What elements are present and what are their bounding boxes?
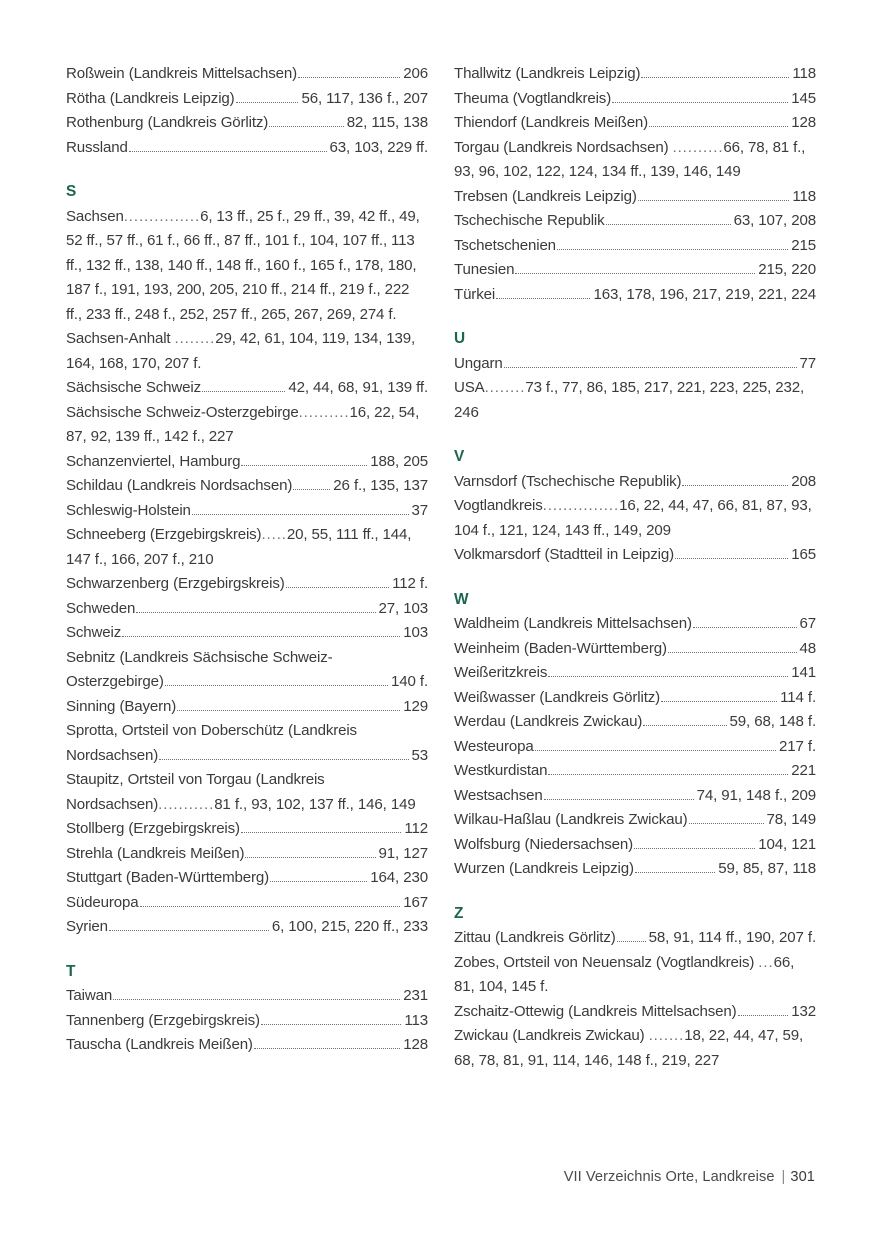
- index-entry-pages: 165: [791, 546, 816, 563]
- index-entry-pages: 167: [403, 893, 428, 911]
- dot-leader: [245, 857, 375, 858]
- dot-leader: [617, 941, 646, 942]
- index-entry-line: [454, 111, 816, 136]
- index-entry-pages: 128: [791, 114, 816, 131]
- dot-leader: [236, 102, 299, 103]
- dot-leader: [269, 126, 344, 127]
- index-entry: [66, 915, 428, 940]
- index-entry-line: [66, 62, 428, 87]
- index-entry: [454, 62, 816, 87]
- index-entry-pages: 104, 121: [758, 835, 816, 853]
- index-entry-name: Wurzen (Landkreis Leipzig): [454, 860, 634, 877]
- index-entry-pages: 16, 22, 54, 87, 92, 139 ff., 142 f., 227: [66, 403, 420, 445]
- index-entry-line: [454, 661, 816, 686]
- index-entry: [454, 926, 816, 951]
- index-entry-name: Schleswig-Holstein: [66, 501, 191, 519]
- index-entry-pages: 103: [403, 624, 428, 641]
- index-entry-name: Schwarzenberg (Erzgebirgskreis): [66, 575, 285, 592]
- index-entry-line: [66, 111, 428, 136]
- dot-leader: [504, 367, 797, 368]
- index-entry-name: Westsachsen: [454, 786, 543, 804]
- dot-leader: [109, 930, 269, 931]
- index-entry: [66, 646, 428, 695]
- index-entry-name: Ungarn: [454, 354, 503, 372]
- index-entry-pages: 91, 127: [378, 844, 428, 862]
- index-entry-name: Sebnitz (Landkreis Sächsische Schweiz-: [66, 648, 333, 666]
- index-entry: [66, 572, 428, 597]
- index-entry-line: [454, 1000, 816, 1025]
- index-entry-name: Syrien: [66, 918, 108, 935]
- index-entry: [66, 768, 428, 817]
- index-entry-line: [454, 470, 816, 495]
- index-entry-line: [454, 234, 816, 259]
- index-entry-pages: 67: [799, 615, 816, 632]
- index-entry-name: Russland: [66, 138, 128, 156]
- index-entry-line: [66, 87, 428, 112]
- index-entry-pages: 77: [799, 354, 816, 372]
- index-entry-pages: 231: [403, 987, 428, 1004]
- index-entry-pages: 112: [404, 820, 428, 837]
- index-entry-name: Strehla (Landkreis Meißen): [66, 844, 245, 862]
- dot-leader: [136, 612, 375, 613]
- index-entry-pages: 206: [403, 65, 428, 82]
- index-entry-name: Varnsdorf (Tschechische Republik): [454, 472, 682, 490]
- index-entry: [66, 87, 428, 112]
- dot-leader: [159, 759, 408, 760]
- index-entry: [454, 376, 816, 425]
- index-entry-pages: 112 f.: [392, 575, 428, 592]
- section-letter-z: Z: [454, 904, 464, 922]
- dot-leader: [634, 848, 755, 849]
- dot-leader: ...............: [123, 207, 201, 225]
- index-entry: [454, 735, 816, 760]
- index-column-right: [454, 62, 816, 1073]
- index-entry-pages: 48: [799, 639, 816, 657]
- index-entry-name: Zobes, Ortsteil von Neuensalz (Vogtlandkreis): [454, 953, 759, 971]
- index-entry-name: Volkmarsdorf (Stadtteil in Leipzig): [454, 546, 674, 563]
- index-entry-pages: 188, 205: [370, 452, 428, 470]
- index-entry-name: Tunesien: [454, 261, 515, 278]
- index-entry-name: Stollberg (Erzgebirgskreis): [66, 820, 240, 837]
- index-entry-name: Vogtlandkreis: [454, 497, 543, 514]
- dot-leader: [535, 750, 776, 751]
- index-entry-line: [454, 833, 816, 858]
- index-entry-line: [66, 670, 428, 695]
- index-entry-line: [454, 686, 816, 711]
- index-entry: [66, 450, 428, 475]
- index-entry-line: [66, 866, 428, 891]
- index-entry-name: Roßwein (Landkreis Mittelsachsen): [66, 65, 298, 82]
- index-entry-name: Sachsen: [66, 207, 124, 225]
- index-entry: [454, 857, 816, 882]
- dot-leader: [635, 872, 715, 873]
- index-entry-line: [454, 185, 816, 210]
- index-entry: [454, 661, 816, 686]
- index-entry-pages: 66, 81, 104, 145 f.: [454, 953, 795, 995]
- index-entry: [66, 474, 428, 499]
- index-entry: [454, 111, 816, 136]
- index-entry-name: Schneeberg (Erzgebirgskreis): [66, 526, 262, 543]
- index-entry-name: Zwickau (Landkreis Zwickau): [454, 1027, 649, 1044]
- index-entry-name: Schweden: [66, 599, 136, 617]
- index-entry-name: Westkurdistan: [454, 762, 548, 779]
- dot-leader: [165, 685, 388, 686]
- index-entry: [66, 695, 428, 720]
- section-letter-u: U: [454, 330, 466, 347]
- footer-title: VII Verzeichnis Orte, Landkreise: [563, 1169, 775, 1185]
- index-entry-line: [66, 136, 428, 161]
- index-entry-pages: 221: [791, 762, 816, 779]
- index-entry-pages: 141: [791, 664, 816, 681]
- dot-leader: [140, 906, 401, 907]
- index-entry-pages: 59, 85, 87, 118: [718, 860, 816, 877]
- index-entry-line: [66, 695, 428, 720]
- index-entry-name: Westeuropa: [454, 737, 534, 755]
- dot-leader: [661, 701, 777, 702]
- index-entry-line: [454, 637, 816, 662]
- index-entry-pages: 16, 22, 44, 47, 66, 81, 87, 93, 104 f., 121, 124, 143 ff., 149, 209: [454, 497, 812, 539]
- index-entry-pages: 118: [792, 187, 816, 205]
- index-entry: [66, 499, 428, 524]
- index-entry-pages: 81 f., 93, 102, 137 ff., 146, 149: [214, 795, 416, 813]
- index-entry-line: [454, 784, 816, 809]
- index-entry: [66, 817, 428, 842]
- footer-separator: |: [781, 1169, 786, 1185]
- index-entry-pages: 74, 91, 148 f., 209: [696, 786, 816, 804]
- dot-leader: [515, 273, 755, 274]
- index-entry: [454, 686, 816, 711]
- dot-leader: [241, 465, 367, 466]
- index-entry-line: [454, 735, 816, 760]
- index-entry-name: Thallwitz (Landkreis Leipzig): [454, 65, 641, 82]
- index-entry-pages: 6, 100, 215, 220 ff., 233: [271, 918, 428, 935]
- dot-leader: [693, 627, 797, 628]
- index-entry: [66, 1009, 428, 1034]
- index-entry: [454, 234, 816, 259]
- index-entry-name: Thiendorf (Landkreis Meißen): [454, 114, 649, 131]
- index-entry: [66, 111, 428, 136]
- index-entry-name: Weißeritzkreis: [454, 664, 548, 681]
- index-entry-pages: 58, 91, 114 ff., 190, 207 f.: [648, 929, 816, 946]
- index-entry-pages: 215: [791, 236, 816, 254]
- dot-leader: ...: [758, 953, 774, 971]
- index-entry-line: [454, 926, 816, 951]
- dot-leader: [122, 636, 400, 637]
- index-entry: [454, 612, 816, 637]
- index-entry-line: [454, 62, 816, 87]
- index-entry-name-cont: Nordsachsen): [66, 795, 159, 813]
- dot-leader: [689, 823, 764, 824]
- index-entry-name: Schildau (Landkreis Nordsachsen): [66, 477, 293, 494]
- dot-leader: ...........: [158, 795, 215, 813]
- section-letter-v: V: [454, 448, 465, 465]
- section-letter-s: S: [66, 183, 77, 200]
- index-entry-name: Sächsische Schweiz-Osterzgebirge: [66, 403, 299, 421]
- index-entry: [66, 842, 428, 867]
- dot-leader: [641, 77, 789, 78]
- index-entry-pages: 78, 149: [766, 811, 816, 828]
- index-entry-line: [454, 759, 816, 784]
- dot-leader: [649, 126, 788, 127]
- index-entry-name: Zschaitz-Ottewig (Landkreis Mittelsachsen): [454, 1002, 737, 1020]
- dot-leader: ........: [484, 379, 526, 396]
- index-entry-line: [454, 283, 816, 308]
- index-entry-name: Stuttgart (Baden-Württemberg): [66, 869, 269, 886]
- index-entry-name: Schanzenviertel, Hamburg: [66, 452, 241, 470]
- index-entry: [454, 87, 816, 112]
- index-entry-name: Sächsische Schweiz: [66, 379, 202, 396]
- index-entry-name-cont: Osterzgebirge): [66, 673, 164, 690]
- index-entry-name: Weinheim (Baden-Württemberg): [454, 639, 667, 657]
- index-entry-name: Weißwasser (Landkreis Görlitz): [454, 688, 661, 706]
- dot-leader: [254, 1048, 400, 1049]
- dot-leader: [202, 391, 285, 392]
- page-number: 301: [790, 1169, 815, 1185]
- dot-leader: [612, 102, 788, 103]
- index-entry-pages: 6, 13 ff., 25 f., 29 ff., 39, 42 ff., 49, 52 ff., 57 ff., 61 f., 66 ff., 87 ff., 101 f., 104, 107 ff., 113 ff., 132 ff., 138, 140 ff., 148 ff., 160 f., 165 f., 178, 180, 187 f., 191, 193, 200, 205, 210 ff., 214 ff., 219 f., 222 ff., 233 ff., 248 f., 252, 257 ff., 265, 267, 269, 274 f.: [66, 207, 420, 323]
- dot-leader: [638, 200, 790, 201]
- index-entry: [454, 833, 816, 858]
- index-entry-pages: 132: [791, 1002, 816, 1020]
- index-entry-pages: 82, 115, 138: [346, 114, 428, 131]
- index-entry: [66, 523, 428, 572]
- dot-leader: .....: [261, 526, 287, 543]
- index-columns: [66, 62, 815, 1073]
- index-entry-pages: 63, 107, 208: [733, 212, 816, 229]
- index-entry-line: [66, 817, 428, 842]
- index-entry-pages: 56, 117, 136 f., 207: [301, 89, 428, 107]
- index-entry-pages: 164, 230: [370, 869, 428, 886]
- index-entry-line: [454, 87, 816, 112]
- index-entry: [66, 719, 428, 768]
- index-entry-name: Südeuropa: [66, 893, 139, 911]
- index-entry: [454, 637, 816, 662]
- dot-leader: [496, 298, 590, 299]
- dot-leader: [129, 151, 327, 152]
- index-entry-pages: 63, 103, 229 ff.: [329, 138, 428, 156]
- dot-leader: [177, 710, 400, 711]
- dot-leader: [113, 999, 400, 1000]
- index-entry-pages: 53: [411, 746, 428, 764]
- index-entry-line: [454, 808, 816, 833]
- index-entry-line: [66, 450, 428, 475]
- index-entry-pages: 26 f., 135, 137: [333, 477, 428, 494]
- index-entry: [66, 136, 428, 161]
- index-entry-name: Sinning (Bayern): [66, 697, 177, 715]
- index-entry-pages: 18, 22, 44, 47, 59, 68, 78, 81, 91, 114, 146, 148 f., 219, 227: [454, 1027, 804, 1069]
- dot-leader: ........: [174, 330, 216, 347]
- index-entry-line: [66, 793, 428, 818]
- index-entry: [66, 597, 428, 622]
- index-entry-line: [66, 1009, 428, 1034]
- index-entry-name: Werdau (Landkreis Zwickau): [454, 713, 643, 730]
- dot-leader: [668, 652, 797, 653]
- index-column-left: [66, 62, 428, 1058]
- dot-leader: [548, 676, 788, 677]
- index-entry-name: Wolfsburg (Niedersachsen): [454, 835, 633, 853]
- index-entry-name: Trebsen (Landkreis Leipzig): [454, 187, 637, 205]
- section-letter-t: T: [66, 962, 76, 980]
- index-entry-name: Sachsen-Anhalt: [66, 330, 175, 347]
- index-entry: [454, 258, 816, 283]
- index-entry-line: [66, 984, 428, 1009]
- page-footer: [564, 1167, 815, 1187]
- index-entry: [454, 283, 816, 308]
- index-entry-name: Rothenburg (Landkreis Görlitz): [66, 114, 269, 131]
- index-entry: [454, 1000, 816, 1025]
- index-entry: [454, 136, 816, 185]
- index-entry-pages: 66, 78, 81 f., 93, 96, 102, 122, 124, 134 ff., 139, 146, 149: [454, 138, 806, 180]
- index-entry-line: [66, 744, 428, 769]
- index-entry: [454, 951, 816, 1000]
- dot-leader: [293, 489, 330, 490]
- index-entry-line: [66, 499, 428, 524]
- index-entry-line: [66, 842, 428, 867]
- index-entry-line: [454, 857, 816, 882]
- index-entry-line: [454, 710, 816, 735]
- section-letter-w: W: [454, 590, 469, 608]
- index-entry-line: [66, 572, 428, 597]
- index-entry-pages: 27, 103: [378, 599, 428, 617]
- index-entry-line: [454, 543, 816, 568]
- index-entry-name: Türkei: [454, 285, 496, 303]
- index-entry-name: Schweiz: [66, 624, 122, 641]
- index-entry-pages: 37: [411, 501, 428, 519]
- index-entry-name: Tannenberg (Erzgebirgskreis): [66, 1011, 260, 1029]
- index-entry: [66, 376, 428, 401]
- index-entry-name: Waldheim (Landkreis Mittelsachsen): [454, 615, 692, 632]
- index-entry-line: [66, 621, 428, 646]
- index-entry: [454, 185, 816, 210]
- index-entry: [454, 710, 816, 735]
- dot-leader: [675, 558, 788, 559]
- index-entry-pages: 163, 178, 196, 217, 219, 221, 224: [593, 285, 816, 303]
- index-entry-pages: 59, 68, 148 f.: [729, 713, 816, 730]
- index-entry: [66, 205, 428, 328]
- index-entry-pages: 114 f.: [780, 688, 816, 706]
- index-entry: [66, 401, 428, 450]
- index-entry: [66, 327, 428, 376]
- index-entry-line: [66, 474, 428, 499]
- dot-leader: [544, 799, 694, 800]
- dot-leader: [270, 881, 367, 882]
- dot-leader: [548, 774, 788, 775]
- dot-leader: ...............: [542, 497, 620, 514]
- index-entry-line: [454, 612, 816, 637]
- dot-leader: ..........: [672, 138, 724, 156]
- index-entry: [454, 808, 816, 833]
- dot-leader: [557, 249, 788, 250]
- index-entry: [454, 759, 816, 784]
- dot-leader: ..........: [298, 403, 350, 421]
- index-entry: [66, 984, 428, 1009]
- index-entry-pages: 128: [403, 1036, 428, 1053]
- dot-leader: [261, 1024, 401, 1025]
- index-entry-name: Staupitz, Ortsteil von Torgau (Landkreis: [66, 771, 325, 788]
- index-entry-line: [454, 209, 816, 234]
- index-entry: [66, 621, 428, 646]
- index-entry: [66, 1033, 428, 1058]
- index-entry-line: [454, 352, 816, 377]
- index-entry-name: Zittau (Landkreis Görlitz): [454, 929, 616, 946]
- index-entry-name: Tschechische Republik: [454, 212, 605, 229]
- index-entry-pages: 113: [404, 1011, 428, 1029]
- index-entry-name: Rötha (Landkreis Leipzig): [66, 89, 235, 107]
- index-entry-pages: 217 f.: [778, 737, 816, 755]
- dot-leader: [682, 485, 788, 486]
- index-entry: [66, 866, 428, 891]
- dot-leader: [606, 224, 731, 225]
- index-entry-name: Tschetschenien: [454, 236, 556, 254]
- index-entry-name: USA: [454, 379, 485, 396]
- dot-leader: [298, 77, 400, 78]
- index-entry: [454, 543, 816, 568]
- index-entry-line: [454, 258, 816, 283]
- index-entry-pages: 145: [791, 89, 816, 107]
- index-entry-name: Theuma (Vogtlandkreis): [454, 89, 612, 107]
- index-entry-pages: 20, 55, 111 ff., 144, 147 f., 166, 207 f., 210: [66, 526, 412, 568]
- index-entry-pages: 140 f.: [390, 673, 428, 690]
- index-entry-pages: 215, 220: [758, 261, 816, 278]
- index-entry-name: Wilkau-Haßlau (Landkreis Zwickau): [454, 811, 688, 828]
- dot-leader: [643, 725, 726, 726]
- index-entry-line: [66, 891, 428, 916]
- dot-leader: [286, 587, 390, 588]
- index-entry-line: [66, 597, 428, 622]
- index-entry: [454, 784, 816, 809]
- dot-leader: [192, 514, 409, 515]
- index-entry-line: [66, 376, 428, 401]
- index-entry-pages: 42, 44, 68, 91, 139 ff.: [288, 379, 428, 396]
- index-entry-name: Torgau (Landkreis Nordsachsen): [454, 138, 673, 156]
- index-entry-line: [66, 1033, 428, 1058]
- index-entry-pages: 73 f., 77, 86, 185, 217, 221, 223, 225, 232, 246: [454, 379, 805, 421]
- index-entry-line: [66, 915, 428, 940]
- index-entry: [66, 62, 428, 87]
- index-entry-name: Taiwan: [66, 987, 113, 1004]
- index-entry: [454, 352, 816, 377]
- index-entry-pages: 29, 42, 61, 104, 119, 134, 139, 164, 168, 170, 207 f.: [66, 330, 416, 372]
- index-entry-name: Sprotta, Ortsteil von Doberschütz (Landkreis: [66, 722, 357, 739]
- index-entry-name: Tauscha (Landkreis Meißen): [66, 1036, 253, 1053]
- dot-leader: [738, 1015, 789, 1016]
- dot-leader: .......: [648, 1027, 685, 1044]
- index-entry: [454, 1024, 816, 1073]
- index-entry: [66, 891, 428, 916]
- index-entry-pages: 129: [403, 697, 428, 715]
- index-entry-pages: 208: [791, 472, 816, 490]
- index-entry-name-cont: Nordsachsen): [66, 746, 159, 764]
- dot-leader: [241, 832, 401, 833]
- index-entry-pages: 118: [792, 65, 816, 82]
- index-entry: [454, 470, 816, 495]
- index-entry: [454, 494, 816, 543]
- index-entry: [454, 209, 816, 234]
